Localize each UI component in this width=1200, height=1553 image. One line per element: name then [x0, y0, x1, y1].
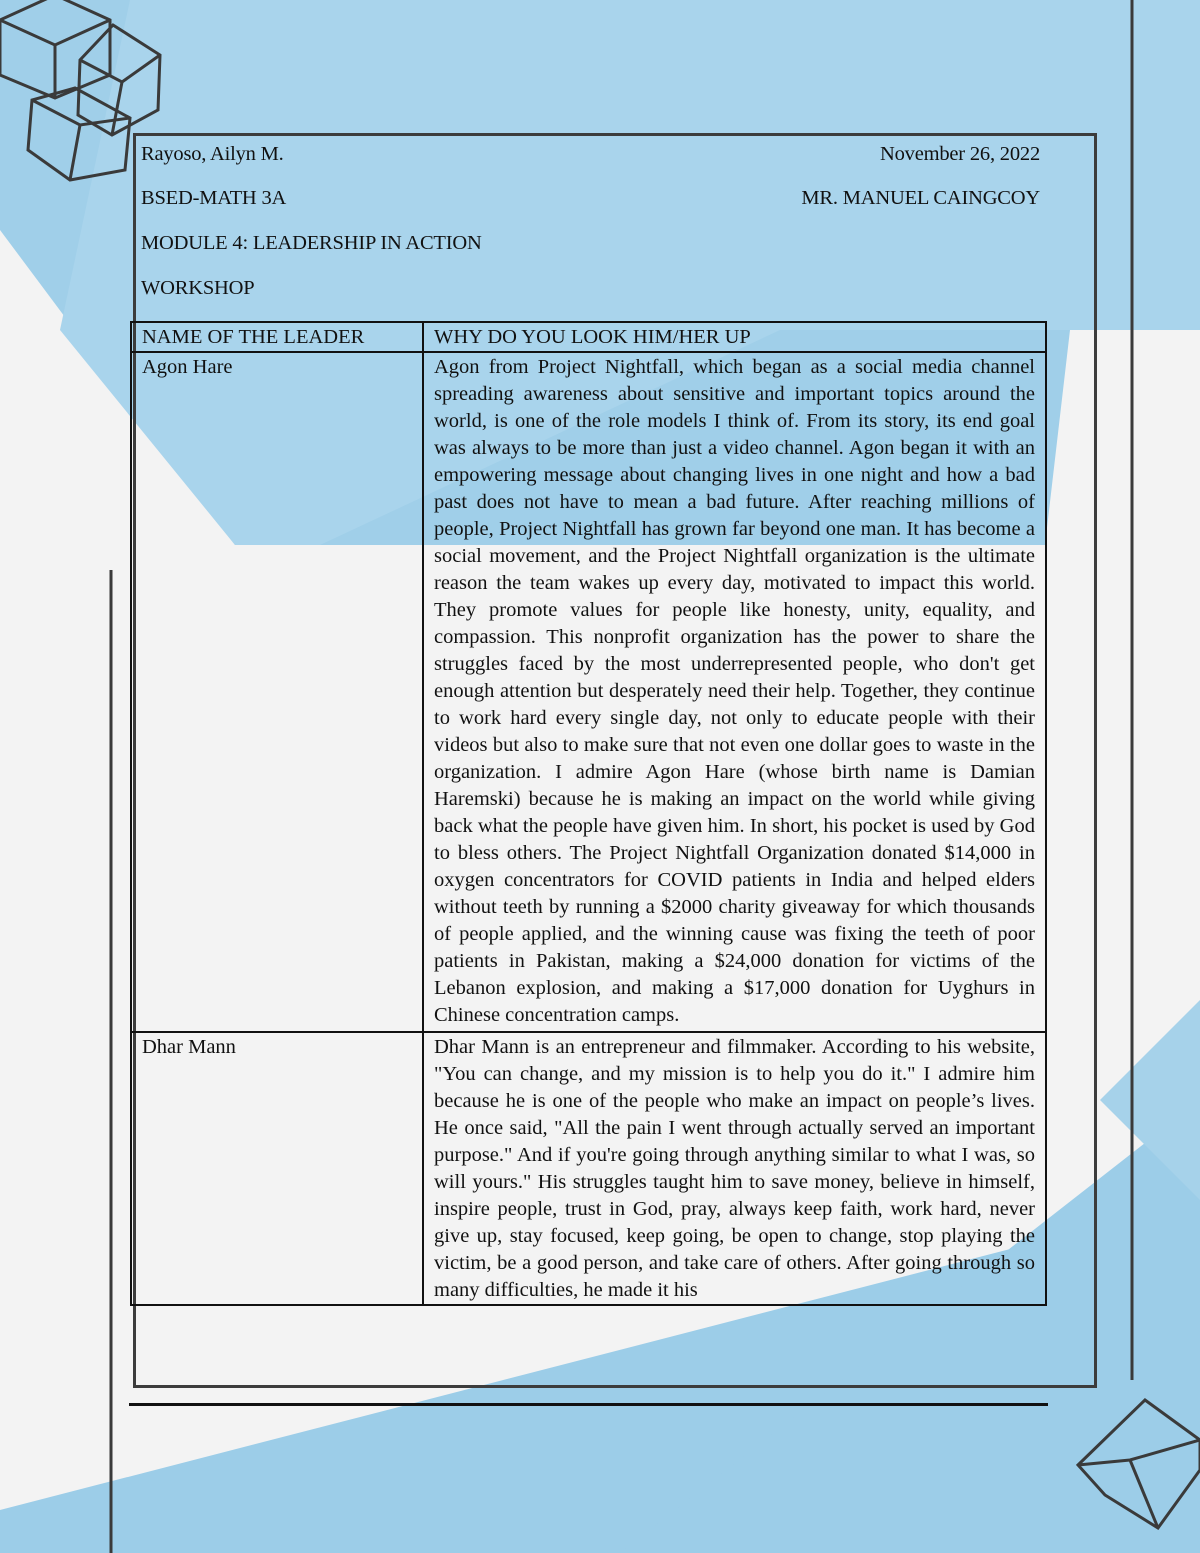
course-section: BSED-MATH 3A [141, 187, 287, 209]
module-title: MODULE 4: LEADERSHIP IN ACTION [141, 232, 482, 254]
leaders-table [130, 321, 1047, 1306]
column-header-reason: WHY DO YOU LOOK HIM/HER UP [423, 322, 1046, 352]
student-name: Rayoso, Ailyn M. [141, 143, 284, 165]
table-bottom-border [129, 1403, 1048, 1406]
table-row [131, 352, 1046, 1032]
leader-reason: Dhar Mann is an entrepreneur and filmmaker. According to his website, "You can change, and my mission is to help you do it." I admire him because he is one of the people who make an impact on people’s lives. He once said, "All the pain I went through actually served an important purpose." And if you're going through anything similar to what I was, so will yours." His struggles taught him to save money, believe in himself, inspire people, trust in God, pray, always keep faith, work hard, never give up, stay focused, keep going, be open to change, stop playing the victim, be a good person, and take care of others. After going through so many difficulties, he made it his [423, 1032, 1046, 1305]
instructor-name: MR. MANUEL CAINGCOY [801, 187, 1040, 209]
leader-name: Agon Hare [131, 352, 423, 1032]
leader-name: Dhar Mann [131, 1032, 423, 1305]
leader-reason: Agon from Project Nightfall, which began as a social media channel spreading awareness about sensitive and important topics around the world, is one of the role models I think of. From its story, its end goal was always to be more than just a video channel. Agon began it with an empowering message about changing lives in one night and how a bad past does not have to mean a bad future. After reaching millions of people, Project Nightfall has grown far beyond one man. It has become a social movement, and the Project Nightfall organization is the ultimate reason the team wakes up every day, motivated to impact this world. They promote values for people like honesty, unity, equality, and compassion. This nonprofit organization has the power to share the struggles faced by the most underrepresented people, who don't get enough attention but desperately need their help. Together, they continue to work hard every single day, not only to educate people with their videos but also to make sure that not even one dollar goes to waste in the organization. I admire Agon Hare (whose birth name is Damian Haremski) because he is making an impact on the world while giving back what the people have given him. In short, his pocket is used by God to bless others. The Project Nightfall Organization donated $14,000 in oxygen concentrators for COVID patients in India and helped elders without teeth by running a $2000 charity giveaway for which thousands of people applied, and the winning cause was fixing the teeth of poor patients in Pakistan, making a $24,000 donation for victims of the Lebanon explosion, and making a $17,000 donation for Uyghurs in Chinese concentration camps. [423, 352, 1046, 1032]
leaders-table-container [128, 319, 1050, 1407]
submission-date: November 26, 2022 [880, 143, 1040, 165]
table-header-row [131, 322, 1046, 352]
table-row [131, 1032, 1046, 1305]
activity-title: WORKSHOP [141, 277, 255, 299]
column-header-leader: NAME OF THE LEADER [131, 322, 423, 352]
